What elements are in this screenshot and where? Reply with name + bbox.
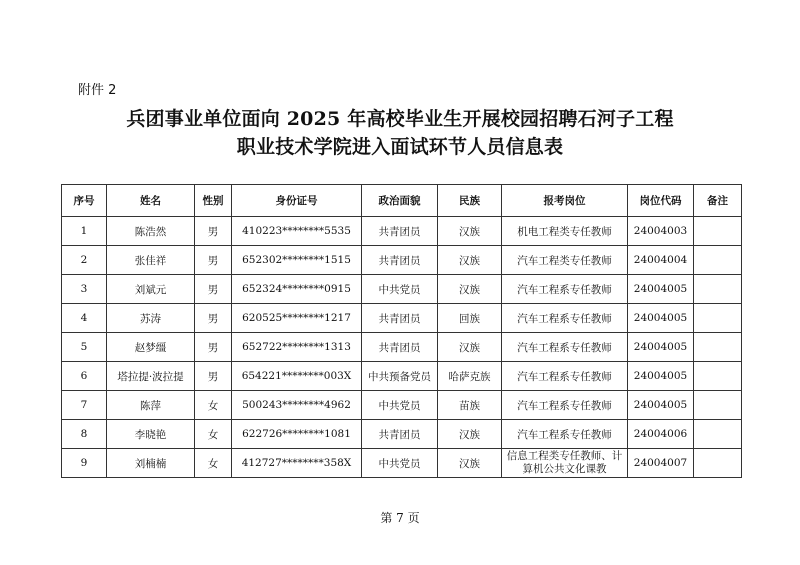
cell-id-number: 500243********4962	[232, 391, 362, 420]
cell-gender: 男	[195, 333, 232, 362]
cell-political-status: 共青团员	[362, 217, 438, 246]
cell-id-number: 652302********1515	[232, 246, 362, 275]
cell-gender: 女	[195, 420, 232, 449]
cell-remarks	[694, 333, 742, 362]
cell-remarks	[694, 420, 742, 449]
cell-remarks	[694, 362, 742, 391]
cell-position-code: 24004006	[628, 420, 694, 449]
cell-political-status: 共青团员	[362, 333, 438, 362]
cell-index: 8	[62, 420, 107, 449]
table-row	[62, 217, 742, 246]
cell-position-code: 24004005	[628, 391, 694, 420]
attachment-label: 附件 2	[78, 83, 117, 98]
cell-id-number: 620525********1217	[232, 304, 362, 333]
table-row	[62, 362, 742, 391]
cell-position: 汽车工程系专任教师	[502, 391, 628, 420]
cell-political-status: 中共党员	[362, 275, 438, 304]
header-index: 序号	[62, 185, 107, 217]
header-position-code: 岗位代码	[628, 185, 694, 217]
cell-index: 2	[62, 246, 107, 275]
table-row	[62, 420, 742, 449]
table-header-row	[62, 185, 742, 217]
cell-position-code: 24004005	[628, 304, 694, 333]
table-row	[62, 333, 742, 362]
table-row	[62, 275, 742, 304]
cell-index: 7	[62, 391, 107, 420]
table-row	[62, 246, 742, 275]
cell-name: 陈浩然	[107, 217, 195, 246]
cell-index: 5	[62, 333, 107, 362]
cell-index: 1	[62, 217, 107, 246]
cell-id-number: 410223********5535	[232, 217, 362, 246]
cell-ethnicity: 哈萨克族	[438, 362, 502, 391]
cell-name: 刘斌元	[107, 275, 195, 304]
cell-gender: 男	[195, 304, 232, 333]
cell-index: 9	[62, 449, 107, 478]
cell-ethnicity: 汉族	[438, 333, 502, 362]
cell-position: 汽车工程系专任教师	[502, 333, 628, 362]
cell-position-code: 24004004	[628, 246, 694, 275]
cell-political-status: 中共党员	[362, 449, 438, 478]
cell-remarks	[694, 275, 742, 304]
document-title-line-1: 兵团事业单位面向 2025 年高校毕业生开展校园招聘石河子工程	[126, 108, 674, 130]
cell-name: 陈萍	[107, 391, 195, 420]
table-row	[62, 304, 742, 333]
header-id-number: 身份证号	[232, 185, 362, 217]
cell-ethnicity: 苗族	[438, 391, 502, 420]
cell-name: 塔拉提·波拉提	[107, 362, 195, 391]
cell-political-status: 中共预备党员	[362, 362, 438, 391]
cell-position: 汽车工程类专任教师	[502, 246, 628, 275]
cell-gender: 女	[195, 391, 232, 420]
cell-id-number: 412727********358X	[232, 449, 362, 478]
cell-remarks	[694, 217, 742, 246]
header-ethnicity: 民族	[438, 185, 502, 217]
cell-id-number: 622726********1081	[232, 420, 362, 449]
cell-remarks	[694, 449, 742, 478]
cell-political-status: 中共党员	[362, 391, 438, 420]
table-row	[62, 391, 742, 420]
document-title-line-2: 职业技术学院进入面试环节人员信息表	[236, 136, 564, 158]
cell-position-code: 24004005	[628, 333, 694, 362]
cell-position: 信息工程类专任教师、计算机公共文化课教	[502, 449, 628, 478]
cell-remarks	[694, 246, 742, 275]
cell-index: 3	[62, 275, 107, 304]
cell-ethnicity: 回族	[438, 304, 502, 333]
header-political-status: 政治面貌	[362, 185, 438, 217]
header-remarks: 备注	[694, 185, 742, 217]
cell-ethnicity: 汉族	[438, 217, 502, 246]
cell-ethnicity: 汉族	[438, 420, 502, 449]
cell-gender: 男	[195, 362, 232, 391]
cell-index: 6	[62, 362, 107, 391]
cell-position-code: 24004005	[628, 275, 694, 304]
cell-id-number: 654221********003X	[232, 362, 362, 391]
cell-political-status: 共青团员	[362, 420, 438, 449]
interview-candidates-table	[61, 184, 742, 478]
cell-ethnicity: 汉族	[438, 246, 502, 275]
cell-remarks	[694, 391, 742, 420]
cell-name: 刘楠楠	[107, 449, 195, 478]
cell-ethnicity: 汉族	[438, 275, 502, 304]
cell-position-code: 24004007	[628, 449, 694, 478]
cell-position: 汽车工程系专任教师	[502, 362, 628, 391]
header-position: 报考岗位	[502, 185, 628, 217]
cell-position: 汽车工程系专任教师	[502, 275, 628, 304]
header-gender: 性别	[195, 185, 232, 217]
cell-name: 赵梦缰	[107, 333, 195, 362]
cell-index: 4	[62, 304, 107, 333]
cell-id-number: 652324********0915	[232, 275, 362, 304]
cell-remarks	[694, 304, 742, 333]
cell-position: 机电工程类专任教师	[502, 217, 628, 246]
cell-ethnicity: 汉族	[438, 449, 502, 478]
cell-position-code: 24004003	[628, 217, 694, 246]
cell-position: 汽车工程系专任教师	[502, 304, 628, 333]
cell-name: 张佳祥	[107, 246, 195, 275]
cell-position: 汽车工程系专任教师	[502, 420, 628, 449]
cell-id-number: 652722********1313	[232, 333, 362, 362]
cell-gender: 女	[195, 449, 232, 478]
cell-gender: 男	[195, 246, 232, 275]
table-row	[62, 449, 742, 478]
cell-position-code: 24004005	[628, 362, 694, 391]
cell-political-status: 共青团员	[362, 246, 438, 275]
page-number: 第 7 页	[380, 511, 420, 525]
cell-gender: 男	[195, 275, 232, 304]
header-name: 姓名	[107, 185, 195, 217]
cell-name: 苏涛	[107, 304, 195, 333]
cell-name: 李晓艳	[107, 420, 195, 449]
cell-gender: 男	[195, 217, 232, 246]
cell-political-status: 共青团员	[362, 304, 438, 333]
